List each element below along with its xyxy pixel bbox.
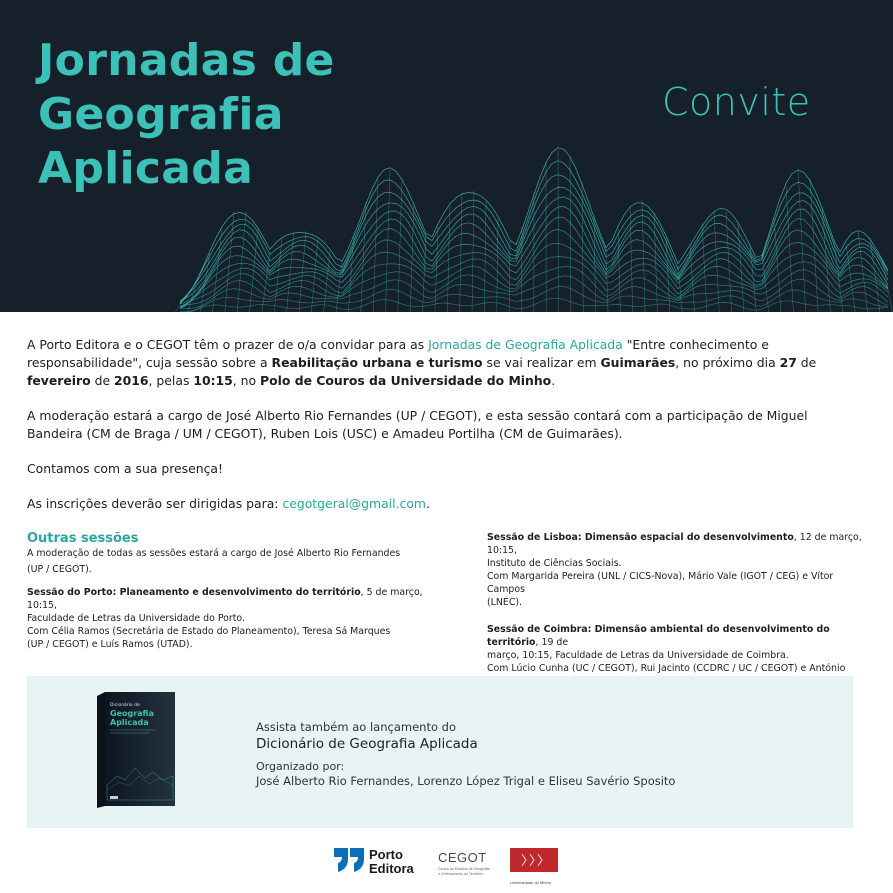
mountain-mesh-line xyxy=(497,219,498,312)
event-name-highlight: Jornadas de Geografia Aplicada xyxy=(428,337,623,352)
mountain-mesh-line xyxy=(484,200,486,312)
mountain-mesh-line xyxy=(786,186,793,312)
moderation-note: A moderação de todas as sessões estará a cargo de José Alberto Rio Fernandes (UP / CEGOT). xyxy=(27,548,401,575)
svg-text:Centro de Estudos de Geografia: Centro de Estudos de Geografia xyxy=(438,867,490,871)
mountain-mesh-line xyxy=(521,227,522,312)
book-editors: José Alberto Rio Fernandes, Lorenzo López Trigal e Eliseu Savério Sposito xyxy=(256,774,676,788)
mountain-mesh-line xyxy=(175,295,186,312)
svg-text:Geografia: Geografia xyxy=(110,709,154,718)
cegot-logo xyxy=(437,846,497,880)
mountain-mesh-line xyxy=(714,212,719,312)
organized-by-label: Organizado por: xyxy=(256,760,345,773)
mountain-mesh-line xyxy=(762,253,769,312)
mountain-mesh-line xyxy=(250,228,258,312)
book-cover-image xyxy=(95,690,177,808)
mountain-mesh-line xyxy=(299,231,306,312)
session-coimbra: Sessão de Coimbra: Dimensão ambiental do desenvolvimento do território, 19 de março, 10:15, Faculdade de Letras da Universidade de Coimbra. Com Lúcio Cunha (UC / CEGOT), Rui Jacinto (CCDRC / UC / CEGOT) e António xyxy=(487,624,846,674)
svg-text:Porto: Porto xyxy=(369,847,403,862)
svg-text:Aplicada: Aplicada xyxy=(110,718,149,727)
event-title-line-2: Geografia xyxy=(38,89,284,140)
mountain-mesh-line xyxy=(726,212,732,312)
mountain-mesh-line xyxy=(642,200,645,312)
invitation-label: Convite xyxy=(662,80,811,124)
svg-text:CEGOT: CEGOT xyxy=(438,850,487,865)
registration-paragraph: As inscrições deverão ser dirigidas para: cegotgeral@gmail.com. xyxy=(27,496,430,511)
mountain-mesh-line xyxy=(311,239,318,312)
book-title: Dicionário de Geografia Aplicada xyxy=(256,736,478,752)
mountain-mesh-line xyxy=(336,262,342,313)
mountain-mesh-line xyxy=(460,193,462,312)
session-porto: Sessão do Porto: Planeamento e desenvolvimento do território, 5 de março, 10:15, Faculdade de Letras da Universidade do Porto. Com Célia Ramos (Secretária de Estado do Planeamento), Teresa Sá Marques (UP / CEGOT) e Luís Ramos (UTAD). xyxy=(27,587,423,650)
mountain-mesh-line xyxy=(846,243,855,312)
launch-intro: Assista também ao lançamento do xyxy=(256,720,456,734)
mountain-mesh-line xyxy=(810,178,818,312)
svg-text:Dicionário de: Dicionário de xyxy=(110,703,140,708)
other-sessions-left xyxy=(27,531,447,651)
mountain-mesh-line xyxy=(870,237,880,312)
mountain-mesh-line xyxy=(287,231,294,312)
svg-text:Editora: Editora xyxy=(369,861,414,876)
header-banner xyxy=(0,0,893,312)
mountain-mesh-line xyxy=(750,244,756,312)
registration-email-link[interactable]: cegotgeral@gmail.com xyxy=(282,496,426,511)
universidade-do-minho-logo xyxy=(509,846,559,888)
session-lisboa: Sessão de Lisboa: Dimensão espacial do desenvolvimento, 12 de março, 10:15, Instituto de Ciências Sociais. Com Margarida Pereira (UNL / CICS-Nova), Mário Vale (IGOT / CEG) e Vítor Campos (LNEC). xyxy=(487,532,862,608)
book-launch-panel xyxy=(27,676,853,828)
book-launch-text xyxy=(256,720,675,788)
invitation-paragraph-1: A Porto Editora e o CEGOT têm o prazer de o/a convidar para as Jornadas de Geografia Aplicada "Entre conhecimento e responsabilidade", cuja sessão sobre a Reabilitação urbana e turismo se vai realizar em Guimarães, no próximo dia 27 de fevereiro de 2016, pelas 10:15, no Polo de Couros da Universidade do Minho. xyxy=(27,337,817,388)
invitation-paragraph-3: Contamos com a sua presença! xyxy=(27,461,223,476)
other-sessions-heading: Outras sessões xyxy=(27,531,139,546)
mountain-mesh-line xyxy=(472,191,474,312)
svg-text:e Ordenamento do Território: e Ordenamento do Território xyxy=(438,872,483,876)
mountain-mesh-line xyxy=(361,202,366,312)
svg-text:Universidade do Minho: Universidade do Minho xyxy=(510,880,551,885)
mountain-mesh-line xyxy=(386,170,391,312)
mountain-mesh-line xyxy=(212,228,222,312)
mountain-mesh-line xyxy=(678,266,682,312)
mountain-mesh-line xyxy=(324,252,330,312)
event-title-line-1: Jornadas de xyxy=(38,35,335,86)
event-title-line-3: Aplicada xyxy=(38,143,254,194)
mountain-mesh-line xyxy=(348,233,354,312)
invitation-paragraph-2: A moderação estará a cargo de José Alberto Rio Fernandes (UP / CEGOT), e esta sessão contará com a participação de Miguel Bandeira (CM de Braga / UM / CEGOT), Ruben Lois (USC) e Amadeu Portilha (CM de Guimarães). xyxy=(27,408,808,441)
mountain-mesh-line xyxy=(834,242,843,312)
mountain-mesh-line xyxy=(373,179,378,312)
event-title xyxy=(38,34,335,196)
mountain-mesh-line xyxy=(237,212,246,312)
invitation-body xyxy=(27,336,867,530)
mountain-mesh-line xyxy=(822,206,830,312)
porto-editora-logo xyxy=(334,845,424,877)
